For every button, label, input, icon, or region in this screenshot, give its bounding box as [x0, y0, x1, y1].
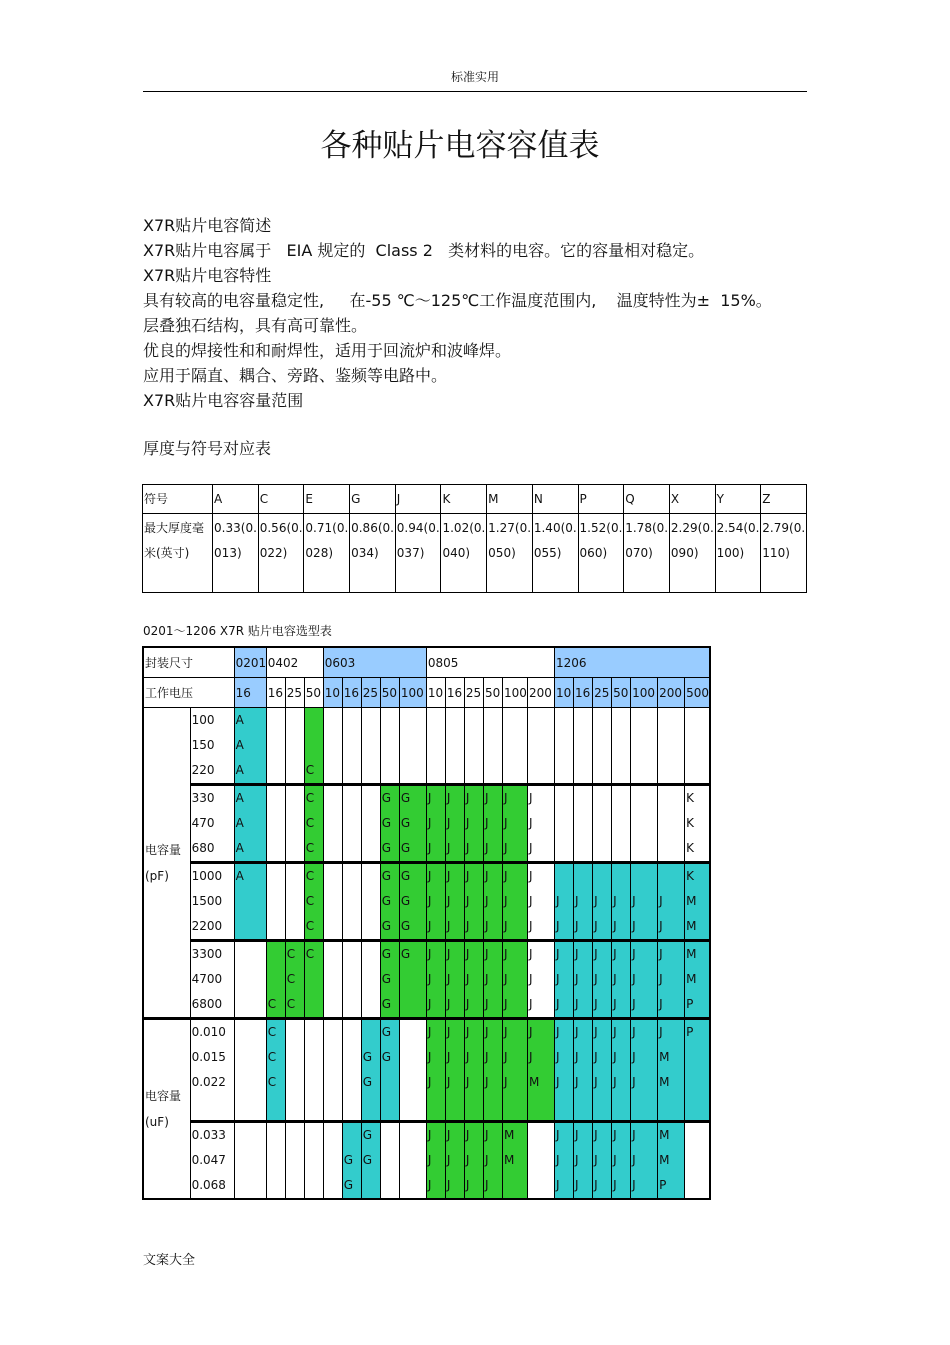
- intro-line: 层叠独石结构，具有高可靠性。: [143, 316, 368, 335]
- capacitance-value: 1000: [191, 869, 223, 883]
- thickness-cell: 1.02(0.040): [441, 514, 487, 593]
- thickness-code-cell: [285, 1122, 304, 1200]
- thickness-code-cell: G G G: [380, 863, 399, 941]
- voltage-cell: 16: [574, 678, 593, 708]
- thickness-code-cell: G G G: [380, 941, 399, 1019]
- symbol-cell: M: [487, 485, 533, 514]
- thickness-code-cell: [323, 1019, 342, 1122]
- capacitance-value: 2200: [191, 919, 223, 933]
- intro-line: 具有较高的电容量稳定性, 在-55 ℃～125℃工作温度范围内, 温度特性为± 15%。: [143, 291, 772, 310]
- thickness-code-cell: [266, 1122, 285, 1200]
- voltage-cell: 25: [464, 678, 483, 708]
- thickness-code-cell: P: [685, 1019, 710, 1122]
- thickness-code-cell: [612, 708, 631, 785]
- thickness-code-cell: [342, 863, 361, 941]
- capacitance-values: [190, 1122, 234, 1200]
- symbol-cell: N: [532, 485, 578, 514]
- thickness-code-cell: [323, 785, 342, 863]
- thickness-cell: 2.79(0.110): [761, 514, 807, 593]
- capacitance-values: [190, 1019, 234, 1122]
- voltage-cell: 200: [658, 678, 685, 708]
- thickness-code-cell: [285, 1019, 304, 1122]
- capacitance-value: 0.033: [191, 1128, 226, 1142]
- thickness-code-cell: J J J: [445, 1019, 464, 1122]
- thickness-code-cell: M M: [502, 1122, 527, 1200]
- thickness-code-cell: J J J: [527, 785, 554, 863]
- thickness-code-cell: A A A: [234, 785, 266, 863]
- thickness-code-cell: [361, 941, 380, 1019]
- thickness-code-cell: J J: [612, 863, 631, 941]
- voltage-cell: 50: [612, 678, 631, 708]
- thickness-code-cell: J J J: [426, 785, 445, 863]
- thickness-code-cell: J J J: [464, 1019, 483, 1122]
- voltage-cell: 16: [234, 678, 266, 708]
- thickness-code-cell: G G: [361, 1122, 380, 1200]
- thickness-code-cell: J J J: [593, 1122, 612, 1200]
- thickness-code-cell: J J J: [612, 941, 631, 1019]
- thickness-code-cell: [685, 1122, 710, 1200]
- thickness-code-cell: J J J: [483, 1019, 502, 1122]
- thickness-table: [142, 484, 807, 593]
- symbol-cell: Q: [624, 485, 670, 514]
- thickness-code-cell: J J: [574, 863, 593, 941]
- thickness-code-cell: J J J: [483, 785, 502, 863]
- thickness-code-cell: J J J: [445, 1122, 464, 1200]
- thickness-code-cell: [323, 941, 342, 1019]
- voltage-cell: 200: [527, 678, 554, 708]
- thickness-code-cell: [464, 708, 483, 785]
- thickness-code-cell: G G G: [380, 785, 399, 863]
- capacitance-group-row: [143, 1122, 710, 1200]
- thickness-cell: 1.40(0.055): [532, 514, 578, 593]
- uf-label: 电容量(uF): [143, 1019, 190, 1200]
- page-footer: 文案大全: [143, 1253, 196, 1268]
- thickness-code-cell: [527, 1122, 554, 1200]
- size-0402: 0402: [266, 647, 323, 678]
- thickness-code-cell: J J J: [658, 941, 685, 1019]
- thickness-code-cell: K M M: [685, 863, 710, 941]
- thickness-code-cell: [380, 1122, 399, 1200]
- voltage-cell: 10: [555, 678, 574, 708]
- thickness-code-cell: J J J: [555, 1019, 574, 1122]
- voltage-cell: 25: [593, 678, 612, 708]
- thickness-code-cell: A: [234, 863, 266, 941]
- thickness-cell: 0.94(0.037): [395, 514, 441, 593]
- thickness-code-cell: J J J: [464, 941, 483, 1019]
- capacitance-value: 3300: [191, 947, 223, 961]
- thickness-code-cell: J J J: [527, 863, 554, 941]
- capacitance-value: 0.068: [191, 1178, 226, 1192]
- thickness-code-cell: [593, 708, 612, 785]
- thickness-code-cell: [555, 785, 574, 863]
- capacitance-group-row: [143, 1019, 710, 1122]
- thickness-code-cell: [342, 785, 361, 863]
- voltage-cell: 25: [361, 678, 380, 708]
- thickness-code-cell: J J J: [464, 785, 483, 863]
- thickness-code-cell: J J M: [527, 1019, 554, 1122]
- thickness-code-cell: [361, 863, 380, 941]
- thickness-code-cell: [234, 1019, 266, 1122]
- voltage-cell: 500: [685, 678, 710, 708]
- thickness-code-cell: J J J: [502, 941, 527, 1019]
- thickness-code-cell: J J: [555, 863, 574, 941]
- thickness-code-cell: J J J: [426, 1122, 445, 1200]
- capacitance-values: [190, 785, 234, 863]
- thickness-code-cell: [399, 1019, 426, 1122]
- thickness-code-cell: J J: [631, 863, 658, 941]
- thickness-code-cell: [323, 1122, 342, 1200]
- thickness-code-cell: [304, 1019, 323, 1122]
- capacitance-value: 0.015: [191, 1050, 226, 1064]
- thickness-code-cell: [285, 863, 304, 941]
- capacitance-value: 470: [191, 816, 215, 830]
- thickness-code-cell: [361, 708, 380, 785]
- thickness-code-cell: J M M: [658, 1019, 685, 1122]
- symbol-cell: X: [669, 485, 715, 514]
- thickness-cell: 0.71(0.028): [304, 514, 350, 593]
- capacitance-group-row: [143, 941, 710, 1019]
- thickness-code-cell: J J J: [426, 941, 445, 1019]
- intro-line: X7R贴片电容特性: [143, 266, 272, 285]
- voltage-cell: 25: [285, 678, 304, 708]
- thickness-code-cell: G G G: [399, 785, 426, 863]
- thickness-section-title: 厚度与符号对应表: [143, 439, 272, 458]
- capacitance-value: 4700: [191, 972, 223, 986]
- capacitance-group-row: [143, 708, 710, 785]
- capacitance-value: 0.022: [191, 1075, 226, 1089]
- thickness-code-cell: J J J: [483, 941, 502, 1019]
- capacitance-value: 680: [191, 841, 215, 855]
- thickness-code-cell: J J J: [445, 863, 464, 941]
- thickness-code-cell: J J J: [483, 863, 502, 941]
- symbol-label: 符号: [143, 485, 213, 514]
- capacitance-value: 0.010: [191, 1025, 226, 1039]
- voltage-cell: 50: [483, 678, 502, 708]
- thickness-code-cell: [399, 1122, 426, 1200]
- thickness-code-cell: C C C: [304, 785, 323, 863]
- thickness-code-cell: J J J: [464, 1122, 483, 1200]
- size-label: 封装尺寸: [143, 647, 234, 678]
- capacitance-values: [190, 863, 234, 941]
- thickness-code-cell: C: [304, 708, 323, 785]
- symbol-cell: Z: [761, 485, 807, 514]
- thickness-code-cell: [266, 863, 285, 941]
- thickness-code-cell: J J J: [593, 941, 612, 1019]
- thickness-code-cell: J J J: [527, 941, 554, 1019]
- capacitance-value: 220: [191, 763, 215, 777]
- thickness-code-cell: J J: [593, 863, 612, 941]
- capacitance-group-row: [143, 863, 710, 941]
- thickness-cell: 2.54(0.100): [715, 514, 761, 593]
- voltage-cell: 10: [426, 678, 445, 708]
- thickness-code-cell: J J J: [502, 863, 527, 941]
- thickness-code-cell: J J J: [593, 1019, 612, 1122]
- capacitance-value: 0.047: [191, 1153, 226, 1167]
- symbol-cell: E: [304, 485, 350, 514]
- thickness-code-cell: [593, 785, 612, 863]
- thickness-code-cell: [399, 708, 426, 785]
- thickness-value-row: [143, 514, 807, 593]
- thickness-code-cell: J J J: [445, 941, 464, 1019]
- thickness-code-cell: [555, 708, 574, 785]
- thickness-code-cell: J J J: [502, 785, 527, 863]
- thickness-code-cell: C C C: [266, 1019, 285, 1122]
- thickness-code-cell: J J J: [464, 863, 483, 941]
- intro-line: X7R贴片电容简述: [143, 216, 272, 235]
- symbol-cell: A: [213, 485, 259, 514]
- page-title: 各种贴片电容容值表: [320, 128, 600, 164]
- thickness-code-cell: G G G: [399, 863, 426, 941]
- size-0805: 0805: [426, 647, 554, 678]
- thickness-code-cell: [483, 708, 502, 785]
- thickness-code-cell: [285, 708, 304, 785]
- voltage-cell: 50: [380, 678, 399, 708]
- intro-text: [143, 213, 813, 413]
- pf-label: 电容量(pF): [143, 708, 190, 1019]
- thickness-code-cell: A A A: [234, 708, 266, 785]
- voltage-cell: 16: [342, 678, 361, 708]
- capacitance-value: 150: [191, 738, 215, 752]
- thickness-code-cell: [323, 708, 342, 785]
- thickness-code-cell: J J J: [612, 1019, 631, 1122]
- thickness-code-cell: J J J: [574, 941, 593, 1019]
- thickness-code-cell: [323, 863, 342, 941]
- thickness-code-cell: C: [266, 941, 285, 1019]
- symbol-cell: C: [258, 485, 304, 514]
- voltage-cell: 16: [266, 678, 285, 708]
- thickness-code-cell: [304, 1122, 323, 1200]
- thickness-code-cell: J J J: [502, 1019, 527, 1122]
- thickness-code-cell: G: [399, 941, 426, 1019]
- intro-line: X7R贴片电容属于 EIA 规定的 Class 2 类材料的电容。它的容量相对稳定。: [143, 241, 705, 260]
- capacitance-group-row: [143, 785, 710, 863]
- capacitance-value: 1500: [191, 894, 223, 908]
- symbol-cell: K: [441, 485, 487, 514]
- thickness-code-cell: [527, 708, 554, 785]
- size-0201: 0201: [234, 647, 266, 678]
- thickness-cell: 0.86(0.034): [350, 514, 396, 593]
- voltage-cell: 50: [304, 678, 323, 708]
- symbol-cell: Y: [715, 485, 761, 514]
- thickness-cell: 0.56(0.022): [258, 514, 304, 593]
- selection-table: [142, 646, 711, 1200]
- size-1206: 1206: [555, 647, 710, 678]
- thickness-code-cell: [342, 708, 361, 785]
- voltage-cell: 100: [502, 678, 527, 708]
- thickness-code-cell: J J J: [574, 1122, 593, 1200]
- header-rule: [143, 91, 807, 92]
- thickness-code-cell: [631, 708, 658, 785]
- capacitance-value: 330: [191, 791, 215, 805]
- thickness-code-cell: [266, 708, 285, 785]
- intro-line: X7R贴片电容容量范围: [143, 391, 304, 410]
- thickness-code-cell: M M P: [658, 1122, 685, 1200]
- thickness-code-cell: [285, 785, 304, 863]
- selection-caption: 0201～1206 X7R 贴片电容选型表: [143, 624, 332, 638]
- symbol-cell: J: [395, 485, 441, 514]
- thickness-code-cell: [361, 785, 380, 863]
- thickness-code-cell: [234, 941, 266, 1019]
- thickness-code-cell: G G: [361, 1019, 380, 1122]
- thickness-code-cell: J J J: [612, 1122, 631, 1200]
- symbol-cell: G: [350, 485, 396, 514]
- intro-line: 优良的焊接性和和耐焊性，适用于回流炉和波峰焊。: [143, 341, 512, 360]
- thickness-code-cell: J J J: [426, 1019, 445, 1122]
- thickness-code-cell: C C C: [304, 863, 323, 941]
- thickness-code-cell: G G: [380, 1019, 399, 1122]
- page-header: 标准实用: [450, 70, 499, 84]
- size-0603: 0603: [323, 647, 426, 678]
- thickness-code-cell: J J J: [555, 941, 574, 1019]
- thickness-code-cell: J J J: [631, 1019, 658, 1122]
- thickness-code-cell: [445, 708, 464, 785]
- voltage-cell: 100: [399, 678, 426, 708]
- thickness-code-cell: J J J: [483, 1122, 502, 1200]
- thickness-code-cell: J J J: [445, 785, 464, 863]
- thickness-cell: 1.27(0.050): [487, 514, 533, 593]
- symbol-cell: P: [578, 485, 624, 514]
- thickness-cell: 1.52(0.060): [578, 514, 624, 593]
- thickness-code-cell: [658, 785, 685, 863]
- voltage-cell: 10: [323, 678, 342, 708]
- thickness-code-cell: K K K: [685, 785, 710, 863]
- voltage-cell: 100: [631, 678, 658, 708]
- voltage-cell: 16: [445, 678, 464, 708]
- thickness-code-cell: G G: [342, 1122, 361, 1200]
- thickness-cell: 0.33(0.013): [213, 514, 259, 593]
- thickness-label: 最大厚度毫米(英寸): [143, 514, 213, 593]
- thickness-code-cell: [502, 708, 527, 785]
- thickness-code-cell: [266, 785, 285, 863]
- thickness-code-cell: J J: [658, 863, 685, 941]
- intro-line: 应用于隔直、耦合、旁路、鉴频等电路中。: [143, 366, 448, 385]
- thickness-code-cell: [426, 708, 445, 785]
- thickness-code-cell: [342, 941, 361, 1019]
- thickness-code-cell: J J J: [631, 941, 658, 1019]
- size-row: [143, 647, 710, 678]
- thickness-symbol-row: [143, 485, 807, 514]
- thickness-code-cell: [658, 708, 685, 785]
- thickness-code-cell: [574, 785, 593, 863]
- thickness-code-cell: [631, 785, 658, 863]
- thickness-code-cell: J J J: [426, 863, 445, 941]
- thickness-cell: 1.78(0.070): [624, 514, 670, 593]
- thickness-code-cell: C: [304, 941, 323, 1019]
- thickness-code-cell: J J J: [574, 1019, 593, 1122]
- capacitance-value: 100: [191, 713, 215, 727]
- thickness-code-cell: [612, 785, 631, 863]
- capacitance-values: [190, 941, 234, 1019]
- thickness-code-cell: [234, 1122, 266, 1200]
- thickness-code-cell: M M P: [685, 941, 710, 1019]
- thickness-code-cell: C C C: [285, 941, 304, 1019]
- thickness-code-cell: [342, 1019, 361, 1122]
- thickness-cell: 2.29(0.090): [669, 514, 715, 593]
- thickness-code-cell: J J J: [555, 1122, 574, 1200]
- voltage-label: 工作电压: [143, 678, 234, 708]
- thickness-code-cell: [574, 708, 593, 785]
- thickness-code-cell: [380, 708, 399, 785]
- voltage-row: [143, 678, 710, 708]
- thickness-code-cell: [685, 708, 710, 785]
- capacitance-value: 6800: [191, 997, 223, 1011]
- thickness-code-cell: J J J: [631, 1122, 658, 1200]
- capacitance-values: [190, 708, 234, 785]
